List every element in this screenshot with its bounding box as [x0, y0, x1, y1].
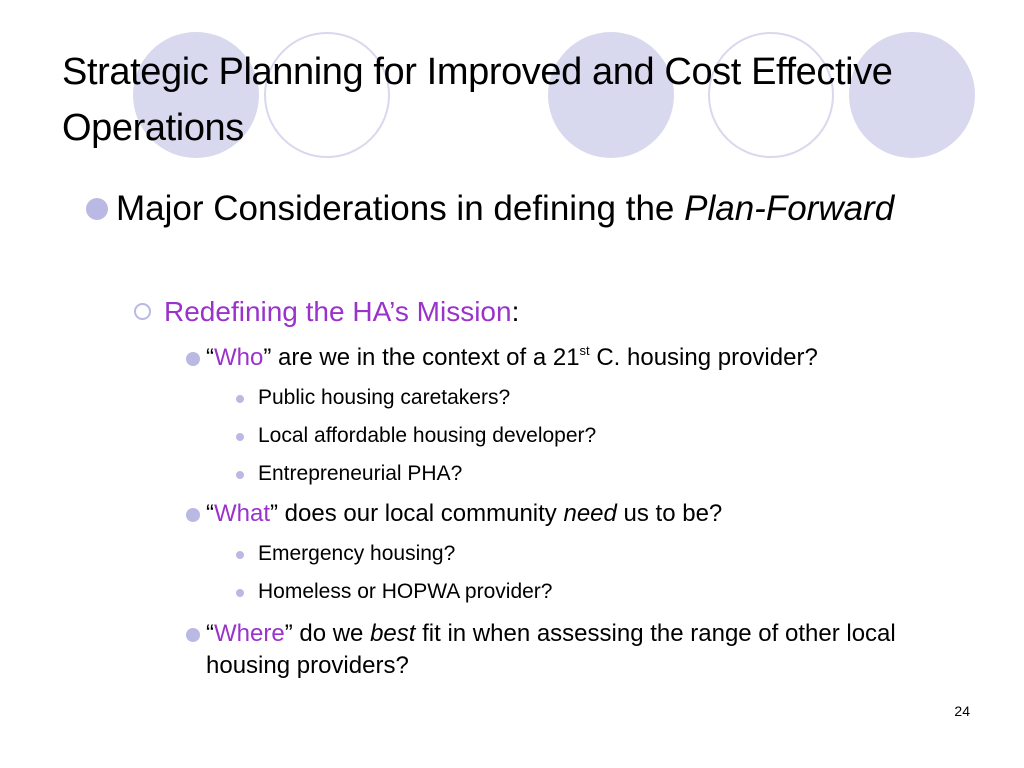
hollow-bullet-icon — [134, 303, 151, 320]
filled-bullet-icon — [186, 508, 200, 522]
question-what — [186, 498, 1006, 530]
question-text — [206, 498, 1006, 530]
list-item — [236, 460, 996, 488]
question-where — [186, 618, 926, 682]
open-quote: “ — [206, 620, 214, 647]
small-bullet-icon — [236, 433, 244, 441]
list-item-text: Entrepreneurial PHA? — [258, 462, 463, 485]
question-text-part: ” are we in the context of a 21 — [263, 344, 580, 371]
filled-bullet-icon — [86, 198, 108, 220]
small-bullet-icon — [236, 551, 244, 559]
question-keyword: Who — [214, 344, 264, 371]
page-number: 24 — [954, 703, 970, 719]
question-text-part: ” do we — [284, 620, 371, 647]
list-item — [236, 422, 996, 450]
list-item-text: Emergency housing? — [258, 542, 456, 565]
question-text-part: fit in when assessing the range of other local housing providers? — [206, 620, 896, 679]
list-item-text: Local affordable housing developer? — [258, 424, 597, 447]
question-text-part: ” does our local community — [270, 500, 564, 527]
small-bullet-icon — [236, 589, 244, 597]
question-who — [186, 342, 1006, 374]
list-item — [236, 384, 996, 412]
question-keyword: Where — [214, 620, 285, 647]
open-quote: “ — [206, 500, 214, 527]
main-bullet-italic: Plan-Forward — [684, 189, 895, 228]
sub-bullet — [134, 294, 954, 330]
question-text — [206, 342, 1006, 374]
sub-bullet-text — [164, 294, 954, 330]
open-quote: “ — [206, 344, 214, 371]
question-text-part: C. housing provider? — [589, 344, 818, 371]
ordinal-superscript: st — [579, 343, 590, 358]
small-bullet-icon — [236, 395, 244, 403]
main-bullet — [86, 186, 966, 232]
list-item-text: Public housing caretakers? — [258, 386, 511, 409]
list-item-text: Homeless or HOPWA provider? — [258, 580, 553, 603]
question-text-part: us to be? — [616, 500, 723, 527]
small-bullet-icon — [236, 471, 244, 479]
sub-bullet-colon: : — [511, 296, 520, 327]
question-keyword: What — [214, 500, 271, 527]
list-item — [236, 540, 996, 568]
question-italic: need — [563, 500, 617, 527]
question-text — [206, 618, 926, 682]
list-item — [236, 578, 996, 606]
main-bullet-text — [116, 186, 966, 232]
filled-bullet-icon — [186, 352, 200, 366]
main-bullet-label: Major Considerations in defining the — [116, 189, 685, 228]
question-italic: best — [370, 620, 416, 647]
slide-title: Strategic Planning for Improved and Cost Effective Operations — [62, 51, 893, 149]
filled-bullet-icon — [186, 628, 200, 642]
sub-bullet-label: Redefining the HA’s Mission — [164, 296, 512, 327]
